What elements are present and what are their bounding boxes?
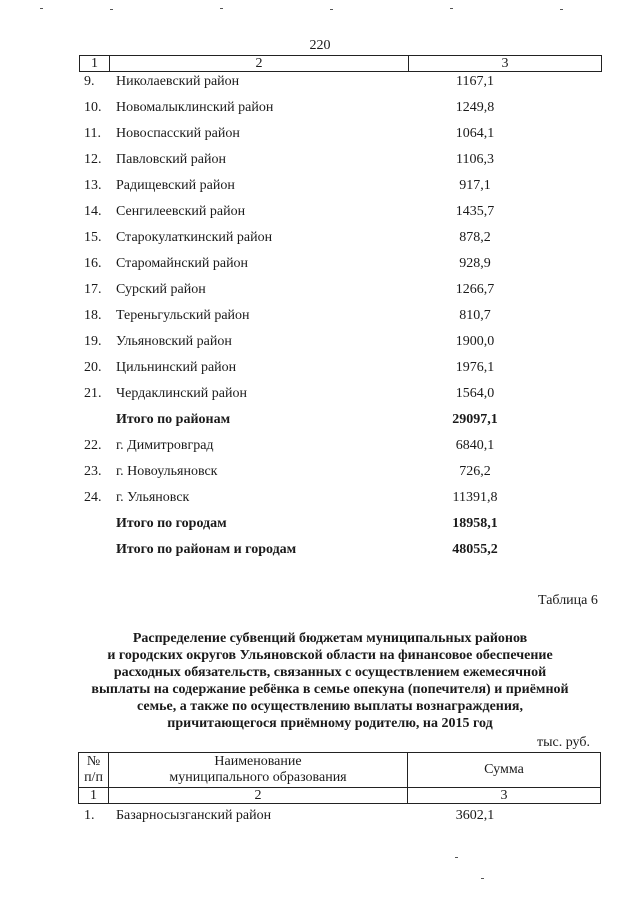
scan-speck xyxy=(450,8,453,9)
column-number-2: 2 xyxy=(109,788,408,804)
row-number: 21. xyxy=(84,386,102,401)
table-row xyxy=(0,464,640,490)
row-name: Радищевский район xyxy=(116,178,235,193)
row-value: 1900,0 xyxy=(455,334,495,349)
header-number xyxy=(79,753,109,788)
table-row xyxy=(0,256,640,282)
row-name: Новоспасский район xyxy=(116,126,240,141)
table-row xyxy=(0,282,640,308)
row-name: Старокулаткинский район xyxy=(116,230,273,245)
row-number: 9. xyxy=(84,74,95,89)
scan-speck xyxy=(330,9,333,10)
total-row xyxy=(0,542,640,568)
row-name: Итого по городам xyxy=(116,516,227,531)
row-number: 13. xyxy=(84,178,102,193)
table-row xyxy=(0,438,640,464)
row-number: 17. xyxy=(84,282,102,297)
header-sum: Сумма xyxy=(408,753,601,788)
row-name: Чердаклинский район xyxy=(116,386,247,401)
table-row xyxy=(0,230,640,256)
row-number: 20. xyxy=(84,360,102,375)
row-name: г. Ульяновск xyxy=(116,490,190,505)
row-number: 16. xyxy=(84,256,102,271)
row-value: 18958,1 xyxy=(452,516,498,531)
total-row xyxy=(0,516,640,542)
row-name: Цильнинский район xyxy=(116,360,237,375)
row-name: Павловский район xyxy=(116,152,226,167)
row-number: 12. xyxy=(84,152,102,167)
column-number-3: 3 xyxy=(408,788,601,804)
row-value: 3602,1 xyxy=(455,808,495,823)
row-value: 928,9 xyxy=(459,256,491,271)
row-name: Новомалыклинский район xyxy=(116,100,274,115)
scan-speck xyxy=(220,8,223,9)
row-number: 24. xyxy=(84,490,102,505)
table-row xyxy=(0,178,640,204)
header-name-line1: Наименование xyxy=(214,754,302,769)
units-label: тыс. руб. xyxy=(537,735,590,750)
scan-speck xyxy=(40,8,43,9)
row-name: Итого по районам xyxy=(116,412,231,427)
row-name: Тереньгульский район xyxy=(116,308,250,323)
table-title xyxy=(60,630,600,732)
total-row xyxy=(0,412,640,438)
table-row xyxy=(0,360,640,386)
row-value: 29097,1 xyxy=(452,412,498,427)
row-name: Итого по районам и городам xyxy=(116,542,297,557)
table-title-line: причитающегося приёмному родителю, на 2015 год xyxy=(167,716,493,731)
table-row xyxy=(0,386,640,412)
row-value: 48055,2 xyxy=(452,542,498,557)
row-number: 15. xyxy=(84,230,102,245)
table-row xyxy=(0,204,640,230)
row-value: 1564,0 xyxy=(455,386,495,401)
column-number-2: 2 xyxy=(110,56,409,72)
column-number-1: 1 xyxy=(80,56,110,72)
row-number: 18. xyxy=(84,308,102,323)
scan-speck xyxy=(455,857,458,858)
row-value: 1249,8 xyxy=(455,100,495,115)
row-value: 878,2 xyxy=(459,230,491,245)
row-number: 23. xyxy=(84,464,102,479)
table-row xyxy=(0,490,640,516)
row-value: 1106,3 xyxy=(456,152,494,167)
row-number: 22. xyxy=(84,438,102,453)
table-title-line: и городских округов Ульяновской области на финансовое обеспечение xyxy=(107,648,553,663)
column-number-1: 1 xyxy=(79,788,109,804)
row-name: Ульяновский район xyxy=(116,334,232,349)
row-name: Старомайнский район xyxy=(116,256,249,271)
table-row xyxy=(0,152,640,178)
table-row xyxy=(0,74,640,100)
row-name: Сурский район xyxy=(116,282,206,297)
row-name: Николаевский район xyxy=(116,74,240,89)
header-number-line2: п/п xyxy=(84,770,103,785)
row-number: 11. xyxy=(84,126,101,141)
table-row xyxy=(0,126,640,152)
column-number-3: 3 xyxy=(409,56,602,72)
row-value: 917,1 xyxy=(459,178,491,193)
table-title-line: Распределение субвенций бюджетам муниципальных районов xyxy=(132,631,528,646)
table-label: Таблица 6 xyxy=(538,593,598,608)
table-title-line: расходных обязательств, связанных с осуществлением ежемесячной xyxy=(113,665,547,680)
row-name: г. Новоульяновск xyxy=(116,464,218,479)
header-name xyxy=(109,753,408,788)
row-number: 19. xyxy=(84,334,102,349)
scan-speck xyxy=(481,878,484,879)
header-name-line2: муниципального образования xyxy=(169,770,347,785)
row-name: Сенгилеевский район xyxy=(116,204,246,219)
table-row xyxy=(0,100,640,126)
table-title-line: выплаты на содержание ребёнка в семье опекуна (попечителя) и приёмной xyxy=(91,682,569,697)
header-number-line1: № xyxy=(86,754,101,769)
row-value: 1976,1 xyxy=(455,360,495,375)
table-row xyxy=(0,334,640,360)
scan-speck xyxy=(110,9,113,10)
row-value: 1435,7 xyxy=(455,204,495,219)
table-title-line: семье, а также по осуществлению выплаты вознаграждения, xyxy=(136,699,524,714)
table-row xyxy=(0,308,640,334)
row-number: 14. xyxy=(84,204,102,219)
row-name: г. Димитровград xyxy=(116,438,214,453)
row-value: 11391,8 xyxy=(452,490,498,505)
table6-header xyxy=(78,752,601,804)
row-value: 1064,1 xyxy=(455,126,495,141)
column-number-header xyxy=(79,55,602,72)
row-number: 1. xyxy=(84,808,95,823)
row-name: Базарносызганский район xyxy=(116,808,272,823)
row-value: 810,7 xyxy=(459,308,491,323)
row-value: 1266,7 xyxy=(455,282,495,297)
row-number: 10. xyxy=(84,100,102,115)
row-value: 6840,1 xyxy=(455,438,495,453)
row-value: 1167,1 xyxy=(456,74,494,89)
scan-speck xyxy=(560,9,563,10)
row-value: 726,2 xyxy=(459,464,491,479)
page-number: 220 xyxy=(309,38,331,53)
